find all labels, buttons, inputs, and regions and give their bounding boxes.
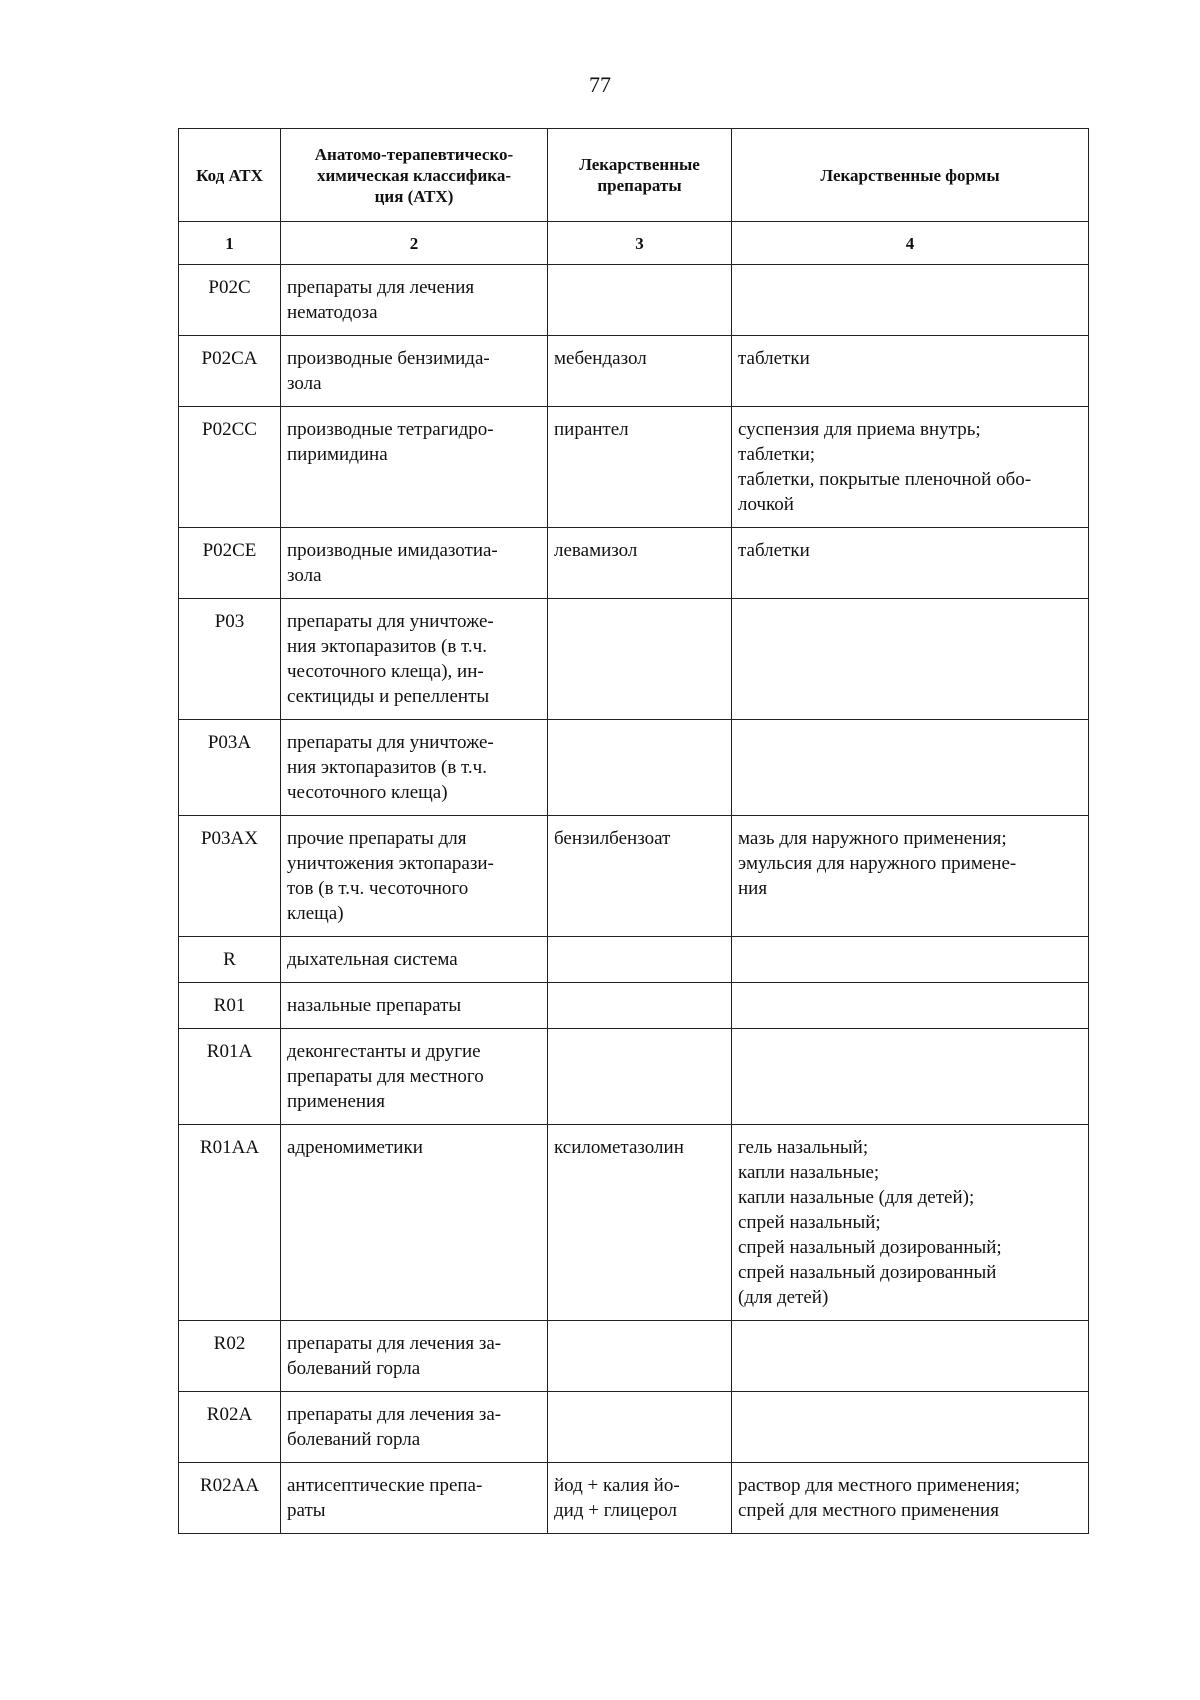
cell-classification bbox=[281, 816, 548, 937]
cell-classification bbox=[281, 407, 548, 528]
cell-classification bbox=[281, 1392, 548, 1463]
cell-dosage-forms bbox=[732, 336, 1089, 407]
cell-line: дид + глицерол bbox=[554, 1500, 678, 1521]
table-row bbox=[179, 528, 1089, 599]
cell-atx-code: R02 bbox=[179, 1321, 281, 1392]
cell-line: применения bbox=[287, 1091, 385, 1112]
cell-line: раствор для местного применения; bbox=[738, 1475, 1021, 1496]
cell-line: таблетки bbox=[738, 348, 810, 369]
cell-line: зола bbox=[287, 565, 322, 586]
header-dosage-forms: Лекарственные формы bbox=[732, 129, 1089, 222]
cell-dosage-forms bbox=[732, 1125, 1089, 1321]
cell-line: ния bbox=[738, 878, 768, 899]
header-line: Анатомо-терапевтическо- bbox=[314, 144, 514, 164]
table-row bbox=[179, 599, 1089, 720]
cell-line: болеваний горла bbox=[287, 1358, 421, 1379]
cell-line: препараты для местного bbox=[287, 1066, 484, 1087]
cell-atx-code: P02CA bbox=[179, 336, 281, 407]
cell-line: мазь для наружного применения; bbox=[738, 828, 1007, 849]
table-row bbox=[179, 407, 1089, 528]
column-number-row bbox=[179, 222, 1089, 265]
cell-line: бензилбензоат bbox=[554, 828, 671, 849]
cell-atx-code: R02A bbox=[179, 1392, 281, 1463]
table-row bbox=[179, 265, 1089, 336]
table-body bbox=[179, 265, 1089, 1534]
cell-drug bbox=[548, 1029, 732, 1125]
header-code-atx: Код АТХ bbox=[179, 129, 281, 222]
column-number: 4 bbox=[732, 222, 1089, 265]
cell-line: назальные препараты bbox=[287, 995, 462, 1016]
cell-line: капли назальные; bbox=[738, 1162, 880, 1183]
table-row bbox=[179, 336, 1089, 407]
cell-line: (для детей) bbox=[738, 1287, 829, 1308]
cell-drug bbox=[548, 1463, 732, 1534]
column-number: 3 bbox=[548, 222, 732, 265]
header-atx-classification bbox=[281, 129, 548, 222]
cell-drug bbox=[548, 599, 732, 720]
cell-line: деконгестанты и другие bbox=[287, 1041, 481, 1062]
cell-classification bbox=[281, 1463, 548, 1534]
cell-drug bbox=[548, 1125, 732, 1321]
cell-classification bbox=[281, 265, 548, 336]
cell-line: уничтожения эктопарази- bbox=[287, 853, 494, 874]
cell-line: таблетки; bbox=[738, 444, 816, 465]
header-line: химическая классифика- bbox=[316, 165, 511, 185]
cell-line: препараты для лечения за- bbox=[287, 1333, 502, 1354]
cell-line: мебендазол bbox=[554, 348, 647, 369]
cell-line: спрей назальный дозированный bbox=[738, 1262, 997, 1283]
cell-line: спрей назальный дозированный; bbox=[738, 1237, 1002, 1258]
cell-classification bbox=[281, 528, 548, 599]
cell-atx-code: P02CE bbox=[179, 528, 281, 599]
cell-dosage-forms bbox=[732, 1463, 1089, 1534]
cell-line: лочкой bbox=[738, 494, 794, 515]
cell-dosage-forms bbox=[732, 1392, 1089, 1463]
table-row bbox=[179, 816, 1089, 937]
cell-line: эмульсия для наружного примене- bbox=[738, 853, 1017, 874]
cell-drug bbox=[548, 1392, 732, 1463]
cell-dosage-forms bbox=[732, 983, 1089, 1029]
cell-atx-code: P03AX bbox=[179, 816, 281, 937]
atx-table bbox=[178, 128, 1089, 1534]
cell-line: прочие препараты для bbox=[287, 828, 467, 849]
cell-dosage-forms bbox=[732, 1321, 1089, 1392]
header-line: препараты bbox=[597, 176, 682, 195]
cell-drug bbox=[548, 407, 732, 528]
cell-atx-code: R01 bbox=[179, 983, 281, 1029]
table-row bbox=[179, 983, 1089, 1029]
cell-atx-code: P03 bbox=[179, 599, 281, 720]
cell-line: спрей для местного применения bbox=[738, 1500, 999, 1521]
table-row bbox=[179, 720, 1089, 816]
cell-classification bbox=[281, 599, 548, 720]
cell-line: суспензия для приема внутрь; bbox=[738, 419, 981, 440]
cell-line: препараты для уничтоже- bbox=[287, 611, 494, 632]
cell-line: производные бензимида- bbox=[287, 348, 490, 369]
cell-line: таблетки bbox=[738, 540, 810, 561]
cell-drug bbox=[548, 1321, 732, 1392]
cell-line: препараты для уничтоже- bbox=[287, 732, 494, 753]
cell-drug bbox=[548, 528, 732, 599]
cell-line: ния эктопаразитов (в т.ч. bbox=[287, 636, 487, 657]
cell-classification bbox=[281, 720, 548, 816]
header-line: Лекарственные bbox=[579, 155, 700, 174]
cell-line: производные тетрагидро- bbox=[287, 419, 494, 440]
cell-drug bbox=[548, 336, 732, 407]
cell-atx-code: R bbox=[179, 937, 281, 983]
cell-dosage-forms bbox=[732, 265, 1089, 336]
cell-atx-code: P02CC bbox=[179, 407, 281, 528]
cell-line: ксилометазолин bbox=[554, 1137, 684, 1158]
cell-atx-code: P02C bbox=[179, 265, 281, 336]
table-row bbox=[179, 1125, 1089, 1321]
table-row bbox=[179, 1392, 1089, 1463]
cell-line: йод + калия йо- bbox=[554, 1475, 680, 1496]
cell-dosage-forms bbox=[732, 599, 1089, 720]
cell-classification bbox=[281, 983, 548, 1029]
cell-dosage-forms bbox=[732, 407, 1089, 528]
header-drugs bbox=[548, 129, 732, 222]
cell-line: пиримидина bbox=[287, 444, 388, 465]
cell-line: спрей назальный; bbox=[738, 1212, 881, 1233]
cell-line: капли назальные (для детей); bbox=[738, 1187, 975, 1208]
cell-classification bbox=[281, 1029, 548, 1125]
cell-atx-code: R02AA bbox=[179, 1463, 281, 1534]
cell-drug bbox=[548, 265, 732, 336]
cell-drug bbox=[548, 937, 732, 983]
cell-dosage-forms bbox=[732, 1029, 1089, 1125]
cell-classification bbox=[281, 1321, 548, 1392]
cell-line: пирантел bbox=[554, 419, 629, 440]
cell-atx-code: P03A bbox=[179, 720, 281, 816]
cell-line: тов (в т.ч. чесоточного bbox=[287, 878, 469, 899]
cell-line: производные имидазотиа- bbox=[287, 540, 498, 561]
cell-line: нематодоза bbox=[287, 302, 378, 323]
header-line: ция (АТХ) bbox=[374, 186, 454, 206]
cell-drug bbox=[548, 720, 732, 816]
table-row bbox=[179, 937, 1089, 983]
table-row bbox=[179, 1321, 1089, 1392]
cell-line: чесоточного клеща) bbox=[287, 782, 448, 803]
cell-line: левамизол bbox=[554, 540, 638, 561]
cell-atx-code: R01A bbox=[179, 1029, 281, 1125]
cell-line: антисептические препа- bbox=[287, 1475, 483, 1496]
cell-line: болеваний горла bbox=[287, 1429, 421, 1450]
page-number: 77 bbox=[589, 72, 611, 97]
cell-line: чесоточного клеща), ин- bbox=[287, 661, 484, 682]
cell-dosage-forms bbox=[732, 528, 1089, 599]
column-number: 1 bbox=[179, 222, 281, 265]
cell-line: препараты для лечения bbox=[287, 277, 475, 298]
cell-line: препараты для лечения за- bbox=[287, 1404, 502, 1425]
cell-line: раты bbox=[287, 1500, 326, 1521]
cell-line: сектициды и репелленты bbox=[287, 686, 490, 707]
cell-classification bbox=[281, 1125, 548, 1321]
cell-classification bbox=[281, 937, 548, 983]
cell-dosage-forms bbox=[732, 816, 1089, 937]
cell-line: таблетки, покрытые пленочной обо- bbox=[738, 469, 1032, 490]
cell-line: адреномиметики bbox=[287, 1137, 423, 1158]
cell-line: гель назальный; bbox=[738, 1137, 869, 1158]
cell-line: зола bbox=[287, 373, 322, 394]
cell-drug bbox=[548, 983, 732, 1029]
cell-line: клеща) bbox=[287, 903, 344, 924]
cell-line: дыхательная система bbox=[287, 949, 458, 970]
cell-classification bbox=[281, 336, 548, 407]
cell-dosage-forms bbox=[732, 937, 1089, 983]
table-row bbox=[179, 1463, 1089, 1534]
cell-line: ния эктопаразитов (в т.ч. bbox=[287, 757, 487, 778]
table-header-row bbox=[179, 129, 1089, 222]
cell-atx-code: R01AA bbox=[179, 1125, 281, 1321]
column-number: 2 bbox=[281, 222, 548, 265]
cell-dosage-forms bbox=[732, 720, 1089, 816]
cell-drug bbox=[548, 816, 732, 937]
table-row bbox=[179, 1029, 1089, 1125]
